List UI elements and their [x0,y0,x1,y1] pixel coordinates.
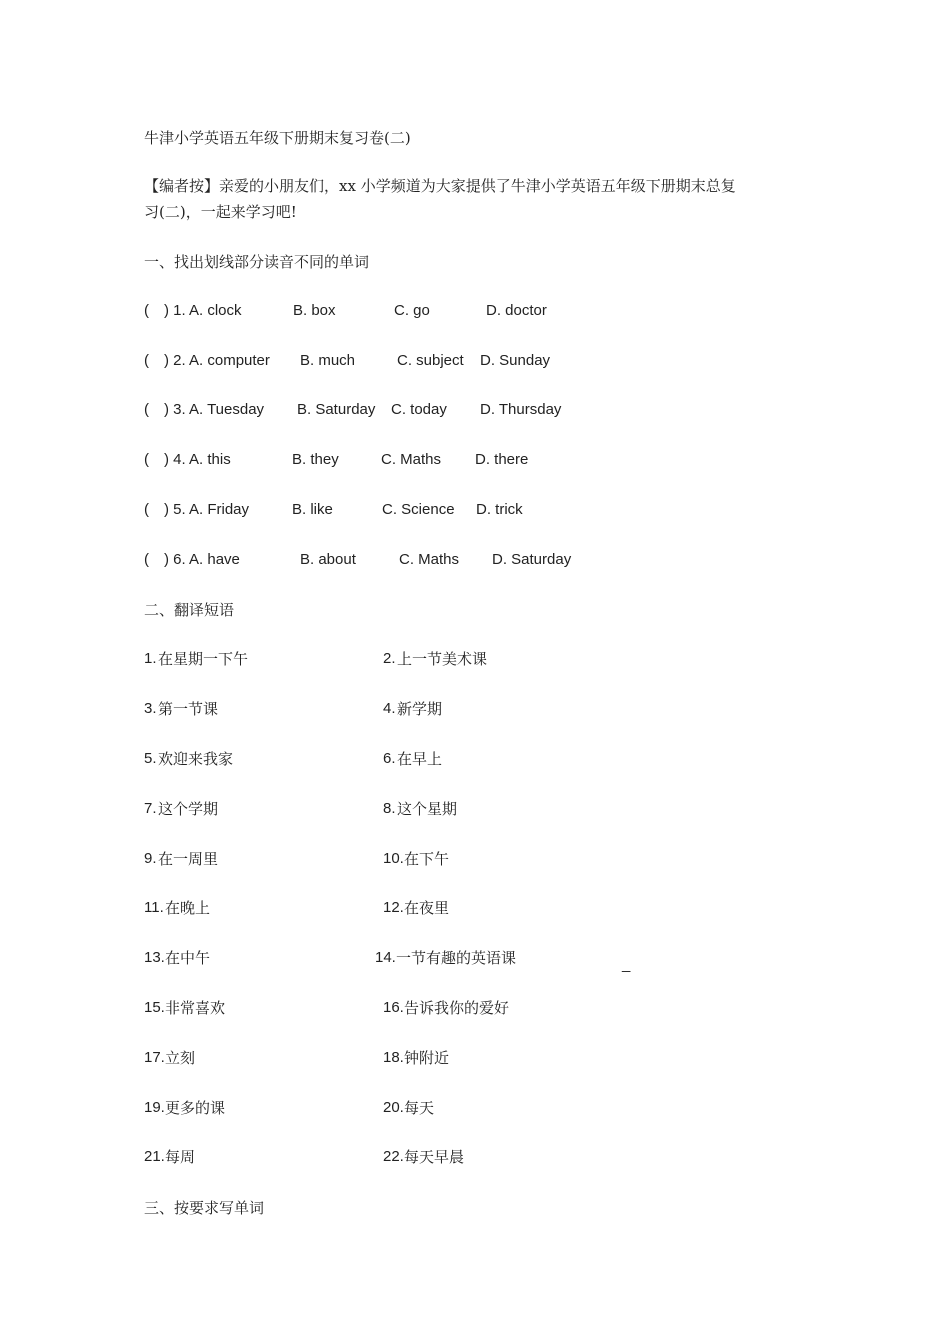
phrase-right-number: 10. [383,850,404,867]
section-1-heading: 一、找出划线部分读音不同的单词 [144,253,370,271]
phrase-left-text: 第一节课 [158,700,219,718]
question-d: D. Thursday [480,401,562,418]
question-paren: ( [144,302,149,319]
question-d: D. there [475,451,529,468]
phrase-left-number: 1. [144,650,157,667]
phrase-right-number: 20. [383,1099,404,1116]
phrase-right-text: 每天 [404,1099,435,1117]
question-b: B. box [293,302,336,319]
phrase-row [0,799,950,819]
question-b: B. much [300,352,356,369]
phrase-row [0,948,950,968]
question-c: C. today [391,401,447,418]
question-b: B. like [292,501,333,518]
question-c: C. Science [382,501,455,518]
phrase-left-number: 13. [144,949,165,966]
phrase-right-text: 钟附近 [404,1049,450,1067]
phrase-left-number: 3. [144,700,157,717]
phrase-left-text: 在晚上 [165,899,211,917]
question-d: D. doctor [486,302,547,319]
phrase-left-text: 在一周里 [158,850,219,868]
phrase-right-number: 8. [383,800,396,817]
phrase-left-number: 21. [144,1148,165,1165]
blank-mark: _ [622,956,631,973]
phrase-row [0,1147,950,1167]
phrase-right-text: 在夜里 [404,899,450,917]
question-row [0,450,950,470]
question-row [0,351,950,371]
phrase-right-number: 12. [383,899,404,916]
phrase-left-number: 19. [144,1099,165,1116]
intro-line-2: 习(二)，一起来学习吧! [144,203,297,221]
question-paren: ( [144,551,149,568]
question-paren: ( [144,501,149,518]
phrase-row [0,749,950,769]
phrase-right-text: 每天早晨 [404,1148,465,1166]
phrase-left-text: 每周 [165,1148,196,1166]
phrase-right-text: 这个星期 [397,800,458,818]
question-d: D. Saturday [492,551,572,568]
phrase-left-text: 这个学期 [158,800,219,818]
section-2-heading: 二、翻译短语 [144,601,235,619]
question-num: ) 5. A. Friday [164,501,250,518]
phrase-right-number: 2. [383,650,396,667]
question-d: D. trick [476,501,523,518]
phrase-left-number: 5. [144,750,157,767]
question-c: C. Maths [399,551,460,568]
question-num: ) 4. A. this [164,451,231,468]
phrase-left-text: 立刻 [165,1049,196,1067]
phrase-left-number: 17. [144,1049,165,1066]
phrase-left-text: 欢迎来我家 [158,750,234,768]
question-paren: ( [144,451,149,468]
question-b: B. they [292,451,339,468]
phrase-row [0,849,950,869]
phrase-right-number: 14. [375,949,396,966]
phrase-row [0,1098,950,1118]
question-b: B. about [300,551,356,568]
phrase-row [0,699,950,719]
question-num: ) 1. A. clock [164,302,242,319]
phrase-row [0,898,950,918]
question-num: ) 2. A. computer [164,352,270,369]
phrase-left-text: 更多的课 [165,1099,226,1117]
phrase-row [0,649,950,669]
phrase-right-number: 16. [383,999,404,1016]
section-3-heading: 三、按要求写单词 [144,1199,265,1217]
question-b: B. Saturday [297,401,376,418]
phrase-right-number: 18. [383,1049,404,1066]
question-row [0,301,950,321]
phrase-left-number: 15. [144,999,165,1016]
phrase-left-text: 在中午 [165,949,211,967]
phrase-right-text: 在下午 [404,850,450,868]
question-num: ) 6. A. have [164,551,240,568]
phrase-right-number: 4. [383,700,396,717]
phrase-left-number: 9. [144,850,157,867]
question-c: C. subject [397,352,464,369]
phrase-row [0,998,950,1018]
phrase-right-text: 在早上 [397,750,443,768]
phrase-left-number: 7. [144,800,157,817]
phrase-left-text: 非常喜欢 [165,999,226,1017]
question-d: D. Sunday [480,352,551,369]
phrase-right-text: 告诉我你的爱好 [404,999,510,1017]
phrase-left-text: 在星期一下午 [158,650,249,668]
phrase-right-text: 上一节美术课 [397,650,488,668]
question-row [0,400,950,420]
question-row [0,500,950,520]
document-title: 牛津小学英语五年级下册期末复习卷(二) [144,129,411,147]
phrase-right-text: 一节有趣的英语课 [396,949,517,967]
phrase-row [0,1048,950,1068]
phrase-right-text: 新学期 [397,700,443,718]
question-c: C. Maths [381,451,442,468]
phrase-left-number: 11. [144,899,164,916]
phrase-right-number: 6. [383,750,396,767]
question-row [0,550,950,570]
question-paren: ( [144,352,149,369]
question-num: ) 3. A. Tuesday [164,401,265,418]
intro-line-1: 【编者按】亲爱的小朋友们，xx 小学频道为大家提供了牛津小学英语五年级下册期末总复 [144,177,736,195]
phrase-right-number: 22. [383,1148,404,1165]
question-c: C. go [394,302,430,319]
question-paren: ( [144,401,149,418]
